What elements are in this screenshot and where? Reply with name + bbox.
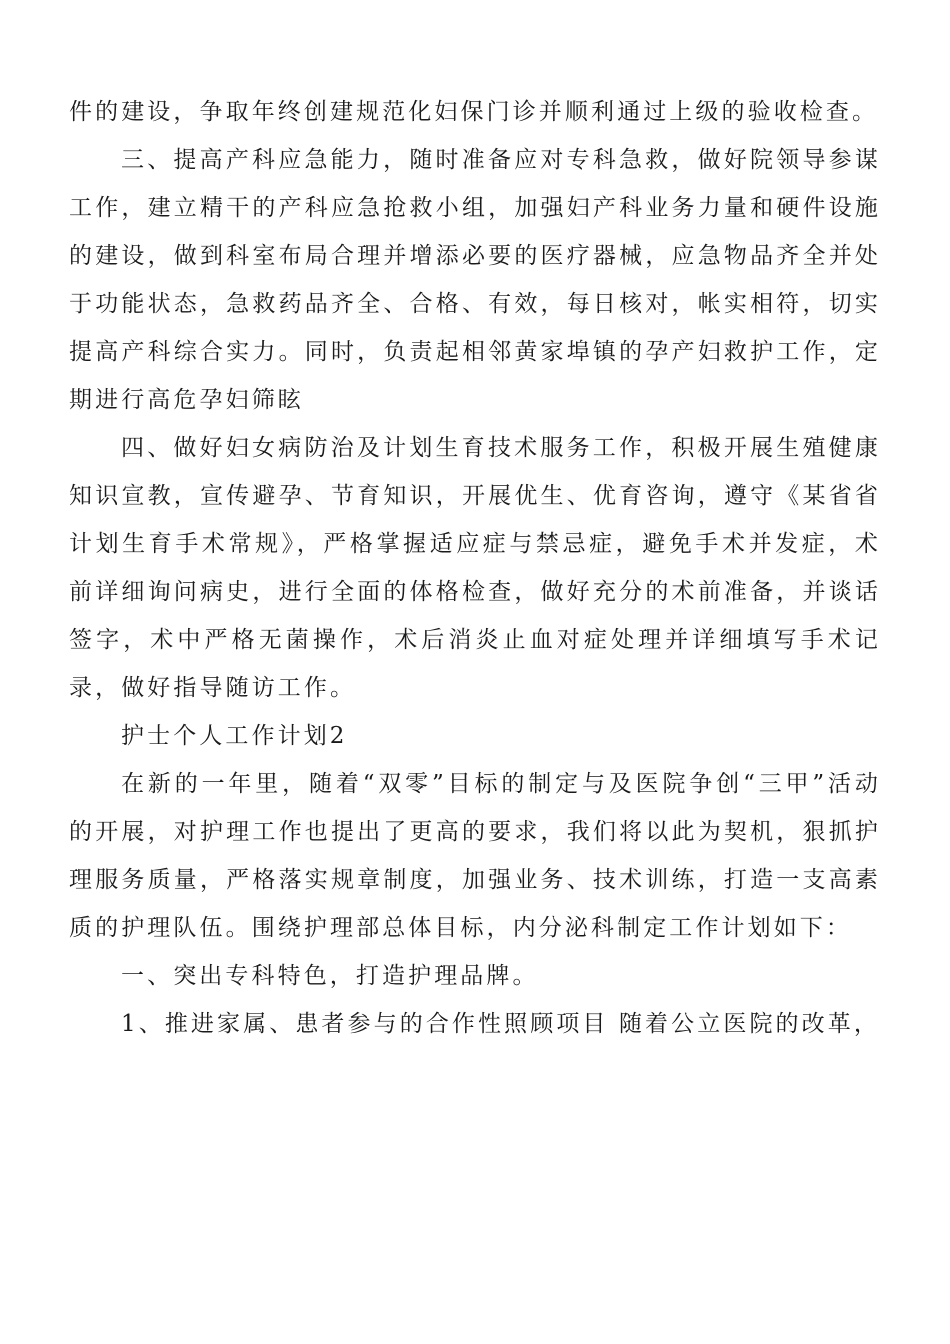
paragraph-section-four: 四、做好妇女病防治及计划生育技术服务工作，积极开展生殖健康知识宣教，宣传避孕、节育知识，开展优生、优育咨询，遵守《某省省计划生育手术常规》，严格掌握适应症与禁忌症，避免手术并发症，术前详细询问病史，进行全面的体格检查，做好充分的术前准备，并谈话签字，术中严格无菌操作，术后消炎止血对症处理并详细填写手术记录，做好指导随访工作。 [69, 435, 881, 701]
section-heading-one: 一、突出专科特色，打造护理品牌。 [121, 963, 539, 989]
paragraph-continuation: 件的建设，争取年终创建规范化妇保门诊并顺利通过上级的验收检查。 [69, 99, 879, 125]
paragraph-item-one: 1、推进家属、患者参与的合作性照顾项目 随着公立医院的改革， [121, 1011, 880, 1037]
document-body [69, 88, 881, 1048]
plan-title: 护士个人工作计划2 [121, 723, 348, 749]
paragraph-section-three: 三、提高产科应急能力，随时准备应对专科急救，做好院领导参谋工作，建立精干的产科应急抢救小组，加强妇产科业务力量和硬件设施的建设，做到科室布局合理并增添必要的医疗器械，应急物品齐全并处于功能状态，急救药品齐全、合格、有效，每日核对，帐实相符，切实提高产科综合实力。同时，负责起相邻黄家埠镇的孕产妇救护工作，定期进行高危孕妇筛眩 [69, 147, 881, 413]
paragraph-intro: 在新的一年里，随着“双零”目标的制定与及医院争创“三甲”活动的开展，对护理工作也提出了更高的要求，我们将以此为契机，狠抓护理服务质量，严格落实规章制度，加强业务、技术训练，打造一支高素质的护理队伍。围绕护理部总体目标，内分泌科制定工作计划如下： [69, 771, 881, 941]
